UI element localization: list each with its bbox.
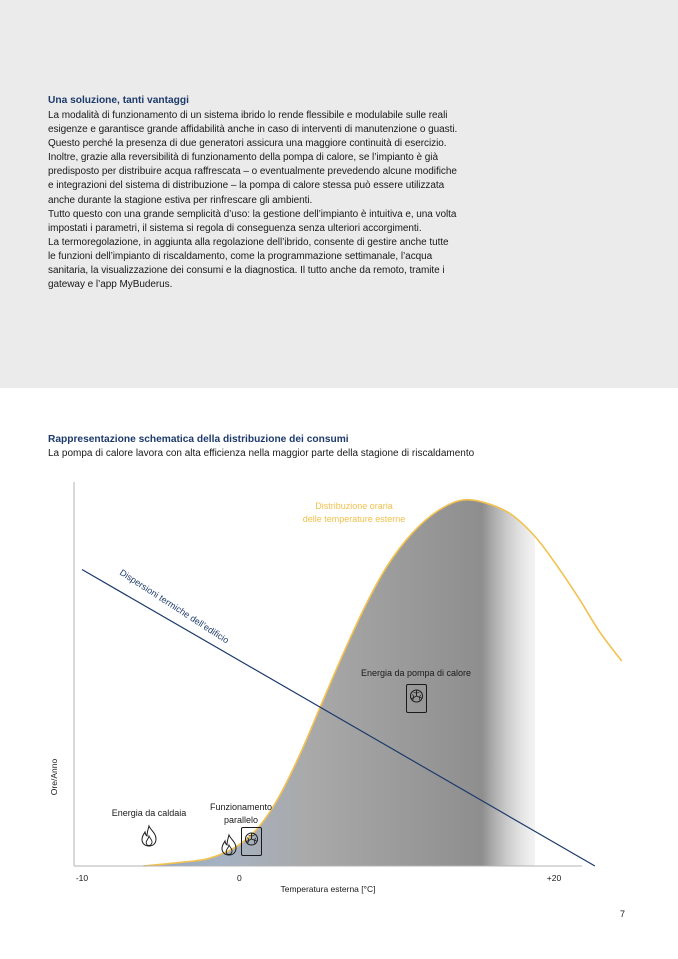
intro-line: Inoltre, grazie alla reversibilità di funzionamento della pompa di calore, se l’impianto è già xyxy=(48,152,438,164)
intro-line: impostati i parametri, il sistema si regola di conseguenza senza ulteriori accorgimenti. xyxy=(48,222,422,234)
flame-icon xyxy=(142,826,156,846)
consumption-chart xyxy=(0,470,678,900)
y-axis-title: Ore/Anno xyxy=(49,758,59,796)
chart-section-subtitle: La pompa di calore lavora con alta efficienza nella maggior parte della stagione di riscaldamento xyxy=(48,448,475,459)
intro-line: sanitaria, la visualizzazione dei consumi e la diagnostica. Il tutto anche da remoto, tramite i xyxy=(48,265,445,277)
chart-section-title: Rappresentazione schematica della distribuzione dei consumi xyxy=(48,434,349,445)
intro-line: e integrazioni del sistema di distribuzione – la pompa di calore stessa può essere utilizzata xyxy=(48,180,445,192)
intro-line: anche durante la stagione estiva per rinfrescare gli ambienti. xyxy=(48,194,313,206)
intro-line: le funzioni dell’impianto di riscaldamento, come la programmazione settimanale, l’acqua xyxy=(48,250,433,262)
x-tick-label: 0 xyxy=(236,873,242,883)
heat-loss-label: Dispersioni termiche dell’edificio xyxy=(117,567,231,646)
x-axis-title: Temperatura esterna [°C] xyxy=(280,884,376,894)
intro-title: Una soluzione, tanti vantaggi xyxy=(48,95,189,106)
energy-area xyxy=(143,500,535,866)
intro-line: La modalità di funzionamento di un sistema ibrido lo rende flessibile e modulabile sulle reali xyxy=(48,110,448,121)
intro-line: La termoregolazione, in aggiunta alla regolazione dell’ibrido, consente di gestire anche tutte xyxy=(48,236,449,248)
parallel-operation-label: Funzionamento xyxy=(209,802,273,812)
intro-line: predisposto per distribuire acqua raffrescata – o eventualmente prevedendo alcune modifiche xyxy=(48,166,457,178)
x-tick-label: -10 xyxy=(75,873,89,883)
temperature-curve-label: delle temperature esterne xyxy=(302,514,406,524)
intro-line: Tutto questo con una grande semplicità d’uso: la gestione dell’impianto è intuitiva e, una volta xyxy=(48,208,457,220)
chart-header xyxy=(48,433,648,460)
x-tick-label: +20 xyxy=(546,873,562,883)
intro-line: Questo perché la presenza di due generatori assicura una maggiore continuità di esercizio. xyxy=(48,138,447,150)
intro-line: esigenze e garantisce grande affidabilità anche in caso di interventi di manutenzione o guasti. xyxy=(48,124,458,136)
heat-pump-energy-label: Energia da pompa di calore xyxy=(360,668,472,678)
parallel-operation-label: parallelo xyxy=(223,815,259,825)
intro-section xyxy=(48,94,518,292)
page-number: 7 xyxy=(620,909,626,919)
intro-paragraph xyxy=(48,109,518,292)
intro-line: gateway e l’app MyBuderus. xyxy=(48,279,173,291)
temperature-curve-label: Distribuzione oraria xyxy=(315,501,393,511)
boiler-energy-label: Energia da caldaia xyxy=(111,808,187,818)
